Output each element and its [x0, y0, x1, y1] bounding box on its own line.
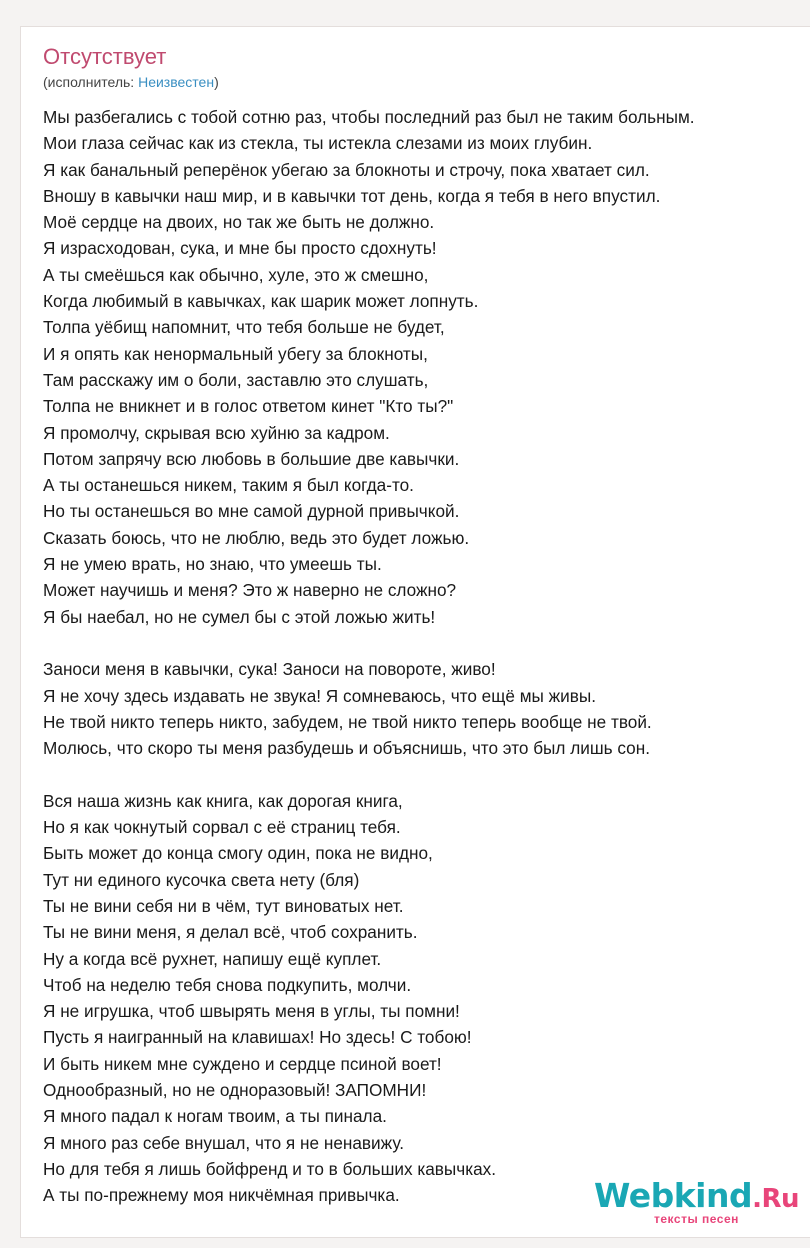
lyrics-stanza — [43, 788, 810, 1209]
lyrics-line: Ты не вини себя ни в чём, тут виноватых нет. — [43, 895, 404, 916]
lyrics-line: Но для тебя я лишь бойфренд и то в больших кавычках. — [43, 1158, 497, 1179]
lyrics-line: Чтоб на неделю тебя снова подкупить, молчи. — [43, 974, 412, 995]
lyrics-line: Там расскажу им о боли, заставлю это слушать, — [43, 369, 429, 390]
webkind-logo[interactable] — [594, 1176, 800, 1236]
lyrics-line: Вношу в кавычки наш мир, и в кавычки тот день, когда я тебя в него впустил. — [43, 185, 661, 206]
lyrics-line: Но ты останешься во мне самой дурной привычкой. — [43, 501, 460, 522]
lyrics-line: Вся наша жизнь как книга, как дорогая книга, — [43, 790, 403, 811]
lyrics-line: Может научишь и меня? Это ж наверно не сложно? — [43, 580, 457, 601]
lyrics-line: Я не игрушка, чтоб швырять меня в углы, ты помни! — [43, 1001, 460, 1022]
song-title: Отсутствует — [43, 44, 167, 69]
lyrics-line: Я много раз себе внушал, что я не ненавижу. — [43, 1132, 404, 1153]
lyrics-line: Не твой никто теперь никто, забудем, не твой никто теперь вообще не твой. — [43, 711, 652, 732]
lyrics-line: Сказать боюсь, что не люблю, ведь это будет ложью. — [43, 527, 470, 548]
performer-prefix: (исполнитель: — [43, 74, 139, 90]
lyrics-stanza — [43, 104, 810, 630]
performer-suffix: ) — [214, 74, 219, 90]
lyrics-line: Потом запрячу всю любовь в большие две кавычки. — [43, 448, 460, 469]
lyrics-line: Молюсь, что скоро ты меня разбудешь и объяснишь, что это был лишь сон. — [43, 738, 650, 759]
lyrics-line: Но я как чокнутый сорвал с её страниц тебя. — [43, 817, 401, 838]
performer-line — [43, 73, 219, 91]
lyrics-line: Ты не вини меня, я делал всё, чтоб сохранить. — [43, 922, 418, 943]
lyrics-line: Мои глаза сейчас как из стекла, ты истекла слезами из моих глубин. — [43, 133, 593, 154]
lyrics-line: Заноси меня в кавычки, сука! Заноси на повороте, живо! — [43, 659, 496, 680]
lyrics-line: Однообразный, но не одноразовый! ЗАПОМНИ! — [43, 1079, 427, 1100]
lyrics-line: А ты останешься никем, таким я был когда-то. — [43, 475, 414, 496]
lyrics-body — [43, 104, 810, 1235]
logo-brand: Webkind — [594, 1176, 753, 1215]
lyrics-line: А ты смеёшься как обычно, хуле, это ж смешно, — [43, 264, 429, 285]
lyrics-line: Я не хочу здесь издавать не звука! Я сомневаюсь, что ещё мы живы. — [43, 685, 596, 706]
lyrics-line: Я как банальный реперёнок убегаю за блокноты и строчу, пока хватает сил. — [43, 159, 650, 180]
lyrics-line: Когда любимый в кавычках, как шарик может лопнуть. — [43, 291, 479, 312]
logo-tld: .Ru — [752, 1184, 800, 1214]
lyrics-line: Ну а когда всё рухнет, напишу ещё куплет. — [43, 948, 382, 969]
lyrics-line: Пусть я наигранный на клавишах! Но здесь! С тобою! — [43, 1027, 472, 1048]
performer-link[interactable]: Неизвестен — [138, 74, 215, 90]
lyrics-line: Я промолчу, скрывая всю хуйню за кадром. — [43, 422, 390, 443]
lyrics-line: Тут ни единого кусочка света нету (бля) — [43, 869, 360, 890]
lyrics-line: И быть никем мне суждено и сердце псиной воет! — [43, 1053, 442, 1074]
lyrics-line: Я не умею врать, но знаю, что умеешь ты. — [43, 554, 382, 575]
lyrics-line: Толпа не вникнет и в голос ответом кинет "Кто ты?" — [43, 396, 454, 417]
lyrics-line: Я много падал к ногам твоим, а ты пинала. — [43, 1106, 387, 1127]
lyrics-line: Быть может до конца смогу один, пока не видно, — [43, 843, 433, 864]
lyrics-stanza — [43, 656, 810, 761]
lyrics-line: Моё сердце на двоих, но так же быть не должно. — [43, 212, 435, 233]
lyrics-line: Мы разбегались с тобой сотню раз, чтобы последний раз был не таким больным. — [43, 107, 695, 127]
lyrics-line: Я израсходован, сука, и мне бы просто сдохнуть! — [43, 238, 437, 259]
lyrics-line: И я опять как ненормальный убегу за блокноты, — [43, 343, 428, 364]
logo-tagline: тексты песен — [654, 1212, 739, 1226]
lyrics-line: Я бы наебал, но не сумел бы с этой ложью жить! — [43, 606, 436, 627]
lyrics-line: Толпа уёбищ напомнит, что тебя больше не будет, — [43, 317, 445, 338]
lyrics-line: А ты по-прежнему моя никчёмная привычка. — [43, 1185, 400, 1206]
